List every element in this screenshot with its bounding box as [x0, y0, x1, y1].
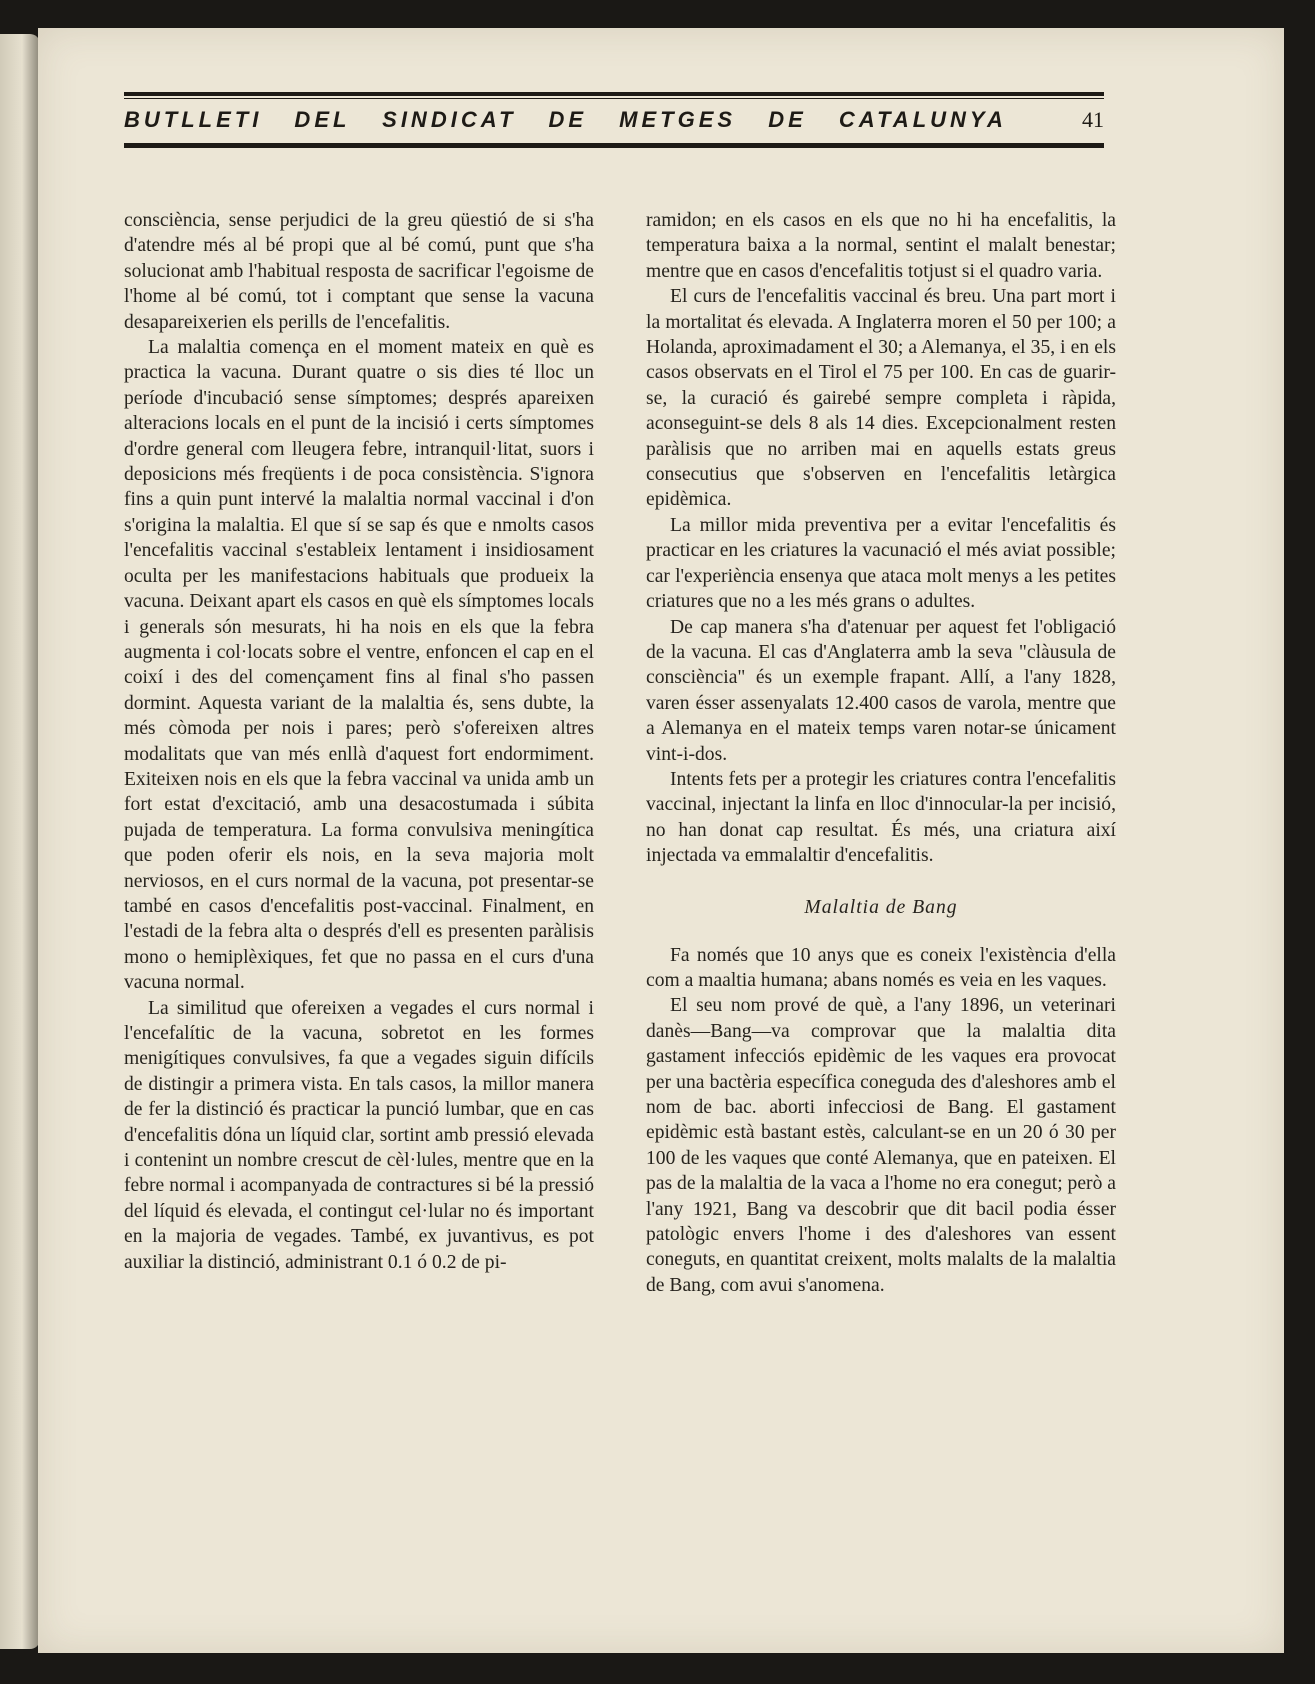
right-column — [646, 208, 1116, 1298]
article-columns — [124, 208, 1116, 1298]
paragraph: Intents fets per a protegir les criatures contra l'encefalitis vaccinal, injectant la linfa en lloc d'innocular-la per incisió, no han donat cap resultat. És més, una criatura així injectada va emmalaltir d'encefalitis. — [646, 768, 1116, 867]
paragraph: Fa només que 10 anys que es coneix l'existència d'ella com a maaltia humana; abans només es veia en les vaques. — [646, 944, 1116, 991]
page-number: 41 — [1082, 107, 1104, 132]
running-title: BUTLLETI DEL SINDICAT DE METGES DE CATALUNYA — [124, 107, 1007, 132]
header-rule-top — [124, 92, 1104, 96]
paragraph: consciència, sense perjudici de la greu qüestió de si s'ha d'atendre més al bé propi que al bé comú, punt que s'ha solucionat amb l'habitual resposta de sacrificar l'egoisme de l'home al bé comú, tot i comptant que sense la vacuna desapareixerien els perills de l'encefalitis. — [124, 210, 594, 333]
paragraph: De cap manera s'ha d'atenuar per aquest fet l'obligació de la vacuna. El cas d'Anglaterra amb la seva "clàusula de consciència" és un exemple frapant. Allí, a l'any 1828, varen ésser assenyalats 12.400 casos de varola, mentre que a Alemanya en el mateix temps varen notar-se únicament vint-i-dos. — [646, 616, 1116, 765]
header-row — [124, 99, 1104, 141]
paragraph: El seu nom prové de què, a l'any 1896, un veterinari danès—Bang—va comprovar que la malaltia dita gastament infecciós epidèmic de les vaques era provocat per una bactèria específica coneguda des d'aleshores amb el nom de bac. aborti infecciosi de Bang. El gastament epidèmic està bastant estès, calculant-se en un 20 ó 30 per 100 de les vaques que conté Alemanya, que en pateixen. El pas de la malaltia de la vaca a l'home no era conegut; però a l'any 1921, Bang va descobrir que dit bacil podia ésser patològic envers l'home i des d'aleshores van essent coneguts, en quantitat creixent, molts malalts de la malaltia de Bang, com avui s'anomena. — [646, 995, 1116, 1296]
paragraph: La millor mida preventiva per a evitar l'encefalitis és practicar en les criatures la vacunació el més aviat possible; car l'experiència ensenya que ataca molt menys a les petites criatures que no a les més grans o adultes. — [646, 514, 1116, 613]
paragraph: ramidon; en els casos en els que no hi ha encefalitis, la temperatura baixa a la normal, sentint el malalt benestar; mentre que en casos d'encefalitis totjust si el quadro varia. — [646, 210, 1116, 282]
running-header — [124, 92, 1104, 148]
header-rule-bottom — [124, 144, 1104, 148]
paragraph: El curs de l'encefalitis vaccinal és breu. Una part mort i la mortalitat és elevada. A Inglaterra moren el 50 per 100; a Holanda, aproximadament el 30; a Alemanya, el 35, i en els casos observats en el Tirol el 75 per 100. En cas de guarir-se, la curació és gairebé sempre completa i ràpida, aconseguint-se dels 8 als 14 dies. Excepcionalment resten paràlisis que no arriben mai en aquells estats greus consecutius que s'observen en l'encefalitis letàrgica epidèmica. — [646, 286, 1116, 511]
left-column — [124, 208, 594, 1298]
paragraph: La malaltia comença en el moment mateix en què es practica la vacuna. Durant quatre o sis dies té lloc un període d'incubació sense símptomes; després apareixen alteracions locals en el punt de la incisió i certs símptomes d'ordre general com lleugera febre, intranquil·litat, suors i deposicions més freqüents i de poca consistència. S'ignora fins a quin punt intervé la malaltia normal vaccinal i d'on s'origina la malaltia. El que sí se sap és que e nmolts casos l'encefalitis vaccinal s'estableix lentament i insidiosament oculta per les manifestacions habituals que produeix la vacuna. Deixant apart els casos en què els símptomes locals i generals són mesurats, hi ha nois en els que la febra augmenta i col·locats sobre el ventre, enfoncen el cap en el coixí i des del començament fins al final s'ho passen dormint. Aquesta variant de la malaltia és, sens dubte, la més còmoda per nois i pares; però s'ofereixen altres modalitats que van més enllà d'aquest fort endormiment. Exiteixen nois en els que la febra vaccinal va unida amb un fort estat d'excitació, amb una desacostumada i súbita pujada de temperatura. La forma convulsiva meningítica que poden oferir els nois, en la seva majoria molt nerviosos, en el curs normal de la vacuna, pot presentar-se també en casos d'encefalitis post-vaccinal. Finalment, en l'estadi de la febra alta o després d'ell es presenten paràlisis mono o hemiplèxiques, fet que no passa en el curs d'una vacuna normal. — [124, 337, 594, 994]
paragraph: La similitud que ofereixen a vegades el curs normal i l'encefalític de la vacuna, sobretot en les formes menigítiques convulsives, fa que a vegades siguin difícils de distingir a primera vista. En tals casos, la millor manera de fer la distinció és practicar la punció lumbar, que en cas d'encefalitis dóna un líquid clar, sortint amb pressió elevada i contenint un nombre crescut de cèl·lules, mentre que en la febre normal i acompanyada de contractures si bé la pressió del líquid és elevada, el contingut cel·lular no és important en la majoria de vegades. També, ex juvantivus, es pot auxiliar la distinció, administrant 0.1 ó 0.2 de pi- — [124, 997, 594, 1273]
section-heading: Malaltia de Bang — [804, 896, 958, 918]
previous-page-edge — [0, 34, 40, 1649]
